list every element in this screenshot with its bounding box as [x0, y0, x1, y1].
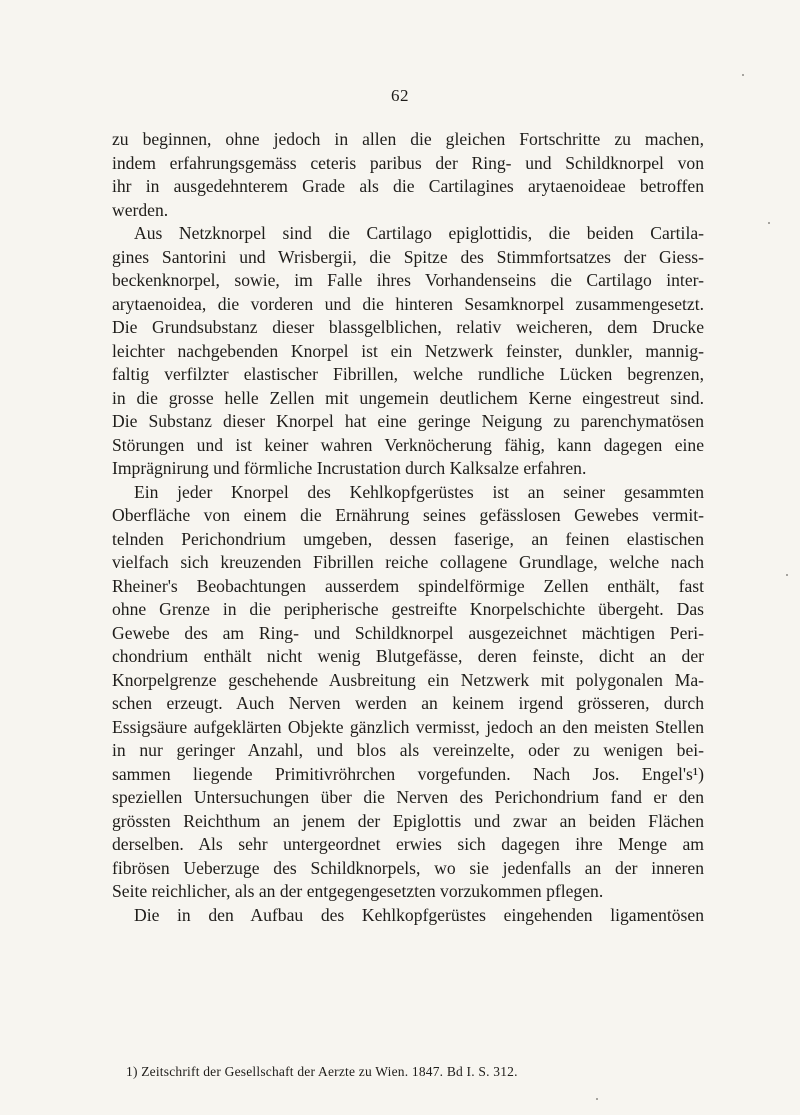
- text-line: Aus Netzknorpel sind die Cartilago epiglottidis, die beiden Cartila-: [134, 223, 704, 243]
- text-line: schen erzeugt. Auch Nerven werden an keinem irgend grösseren, durch: [112, 693, 704, 713]
- scan-speck: [768, 222, 770, 224]
- text-line: Störungen und ist keiner wahren Verknöcherung fähig, kann dagegen eine: [112, 434, 704, 455]
- text-line: ihr in ausgedehnterem Grade als die Cartilagines arytaenoideae betroffen: [112, 176, 704, 196]
- text-line: Essigsäure aufgeklärten Objekte gänzlich vermisst, jedoch an den meisten Stellen: [112, 716, 704, 737]
- text-line: fibrösen Ueberzuge des Schildknorpels, wo sie jedenfalls an der inneren: [112, 857, 704, 878]
- footnote: 1) Zeitschrift der Gesellschaft der Aerzte zu Wien. 1847. Bd I. S. 312.: [126, 1064, 518, 1079]
- text-line: Die Substanz dieser Knorpel hat eine geringe Neigung zu parenchymatösen: [112, 411, 704, 431]
- text-line: zu beginnen, ohne jedoch in allen die gleichen Fortschritte zu machen,: [112, 129, 704, 149]
- text-line: Die Grundsubstanz dieser blassgelblichen, relativ weicheren, dem Drucke: [112, 317, 704, 337]
- scan-speck: [786, 574, 788, 576]
- text-line: arytaenoidea, die vorderen und die hinteren Sesamknorpel zusammengesetzt.: [112, 293, 704, 314]
- text-line: sammen liegende Primitivröhrchen vorgefunden. Nach Jos. Engel's¹): [112, 763, 704, 784]
- text-line: faltig verfilzter elastischer Fibrillen, welche rundliche Lücken begrenzen,: [112, 364, 704, 384]
- text-line: vielfach sich kreuzenden Fibrillen reiche collagene Grundlage, welche nach: [112, 552, 704, 572]
- text-line: grössten Reichthum an jenem der Epiglottis und zwar an beiden Flächen: [112, 810, 704, 831]
- scan-speck: [596, 1098, 598, 1100]
- text-line: in die grosse helle Zellen mit ungemein deutlichem Kerne eingestreut sind.: [112, 387, 704, 408]
- text-line: werden.: [112, 199, 169, 220]
- text-line: beckenknorpel, sowie, im Falle ihres Vorhandenseins die Cartilago inter-: [112, 270, 704, 290]
- scan-speck: [742, 74, 744, 76]
- text-line: Die in den Aufbau des Kehlkopfgerüstes eingehenden ligamentösen: [134, 904, 704, 925]
- text-line: telnden Perichondrium umgeben, dessen faserige, an feinen elastischen: [112, 528, 704, 549]
- text-line: indem erfahrungsgemäss ceteris paribus der Ring- und Schildknorpel von: [112, 152, 704, 173]
- text-line: speziellen Untersuchungen über die Nerven des Perichondrium fand er den: [112, 787, 704, 807]
- text-line: Seite reichlicher, als an der entgegengesetzten vorzukommen pflegen.: [112, 881, 604, 901]
- text-line: Ein jeder Knorpel des Kehlkopfgerüstes ist an seiner gesammten: [134, 481, 704, 502]
- text-line: Oberfläche von einem die Ernährung seines gefässlosen Gewebes vermit-: [112, 505, 704, 525]
- text-line: chondrium enthält nicht wenig Blutgefässe, deren feinste, dicht an der: [112, 646, 704, 666]
- page-number: 62: [391, 86, 409, 105]
- text-line: Rheiner's Beobachtungen ausserdem spindelförmige Zellen enthält, fast: [112, 575, 704, 596]
- text-line: leichter nachgebenden Knorpel ist ein Netzwerk feinster, dunkler, mannig-: [112, 340, 704, 361]
- text-line: Gewebe des am Ring- und Schildknorpel ausgezeichnet mächtigen Peri-: [112, 622, 704, 643]
- text-line: ohne Grenze in die peripherische gestreifte Knorpelschichte übergeht. Das: [112, 599, 704, 619]
- text-line: gines Santorini und Wrisbergii, die Spitze des Stimmfortsatzes der Giess-: [112, 246, 704, 267]
- text-line: Knorpelgrenze geschehende Ausbreitung ein Netzwerk mit polygonalen Ma-: [112, 669, 704, 690]
- text-line: Imprägnirung und förmliche Incrustation durch Kalksalze erfahren.: [112, 458, 587, 478]
- text-line: in nur geringer Anzahl, und blos als vereinzelte, oder zu wenigen bei-: [112, 740, 704, 760]
- body-text: [112, 128, 704, 927]
- text-line: derselben. Als sehr untergeordnet erwies sich dagegen ihre Menge am: [112, 834, 704, 854]
